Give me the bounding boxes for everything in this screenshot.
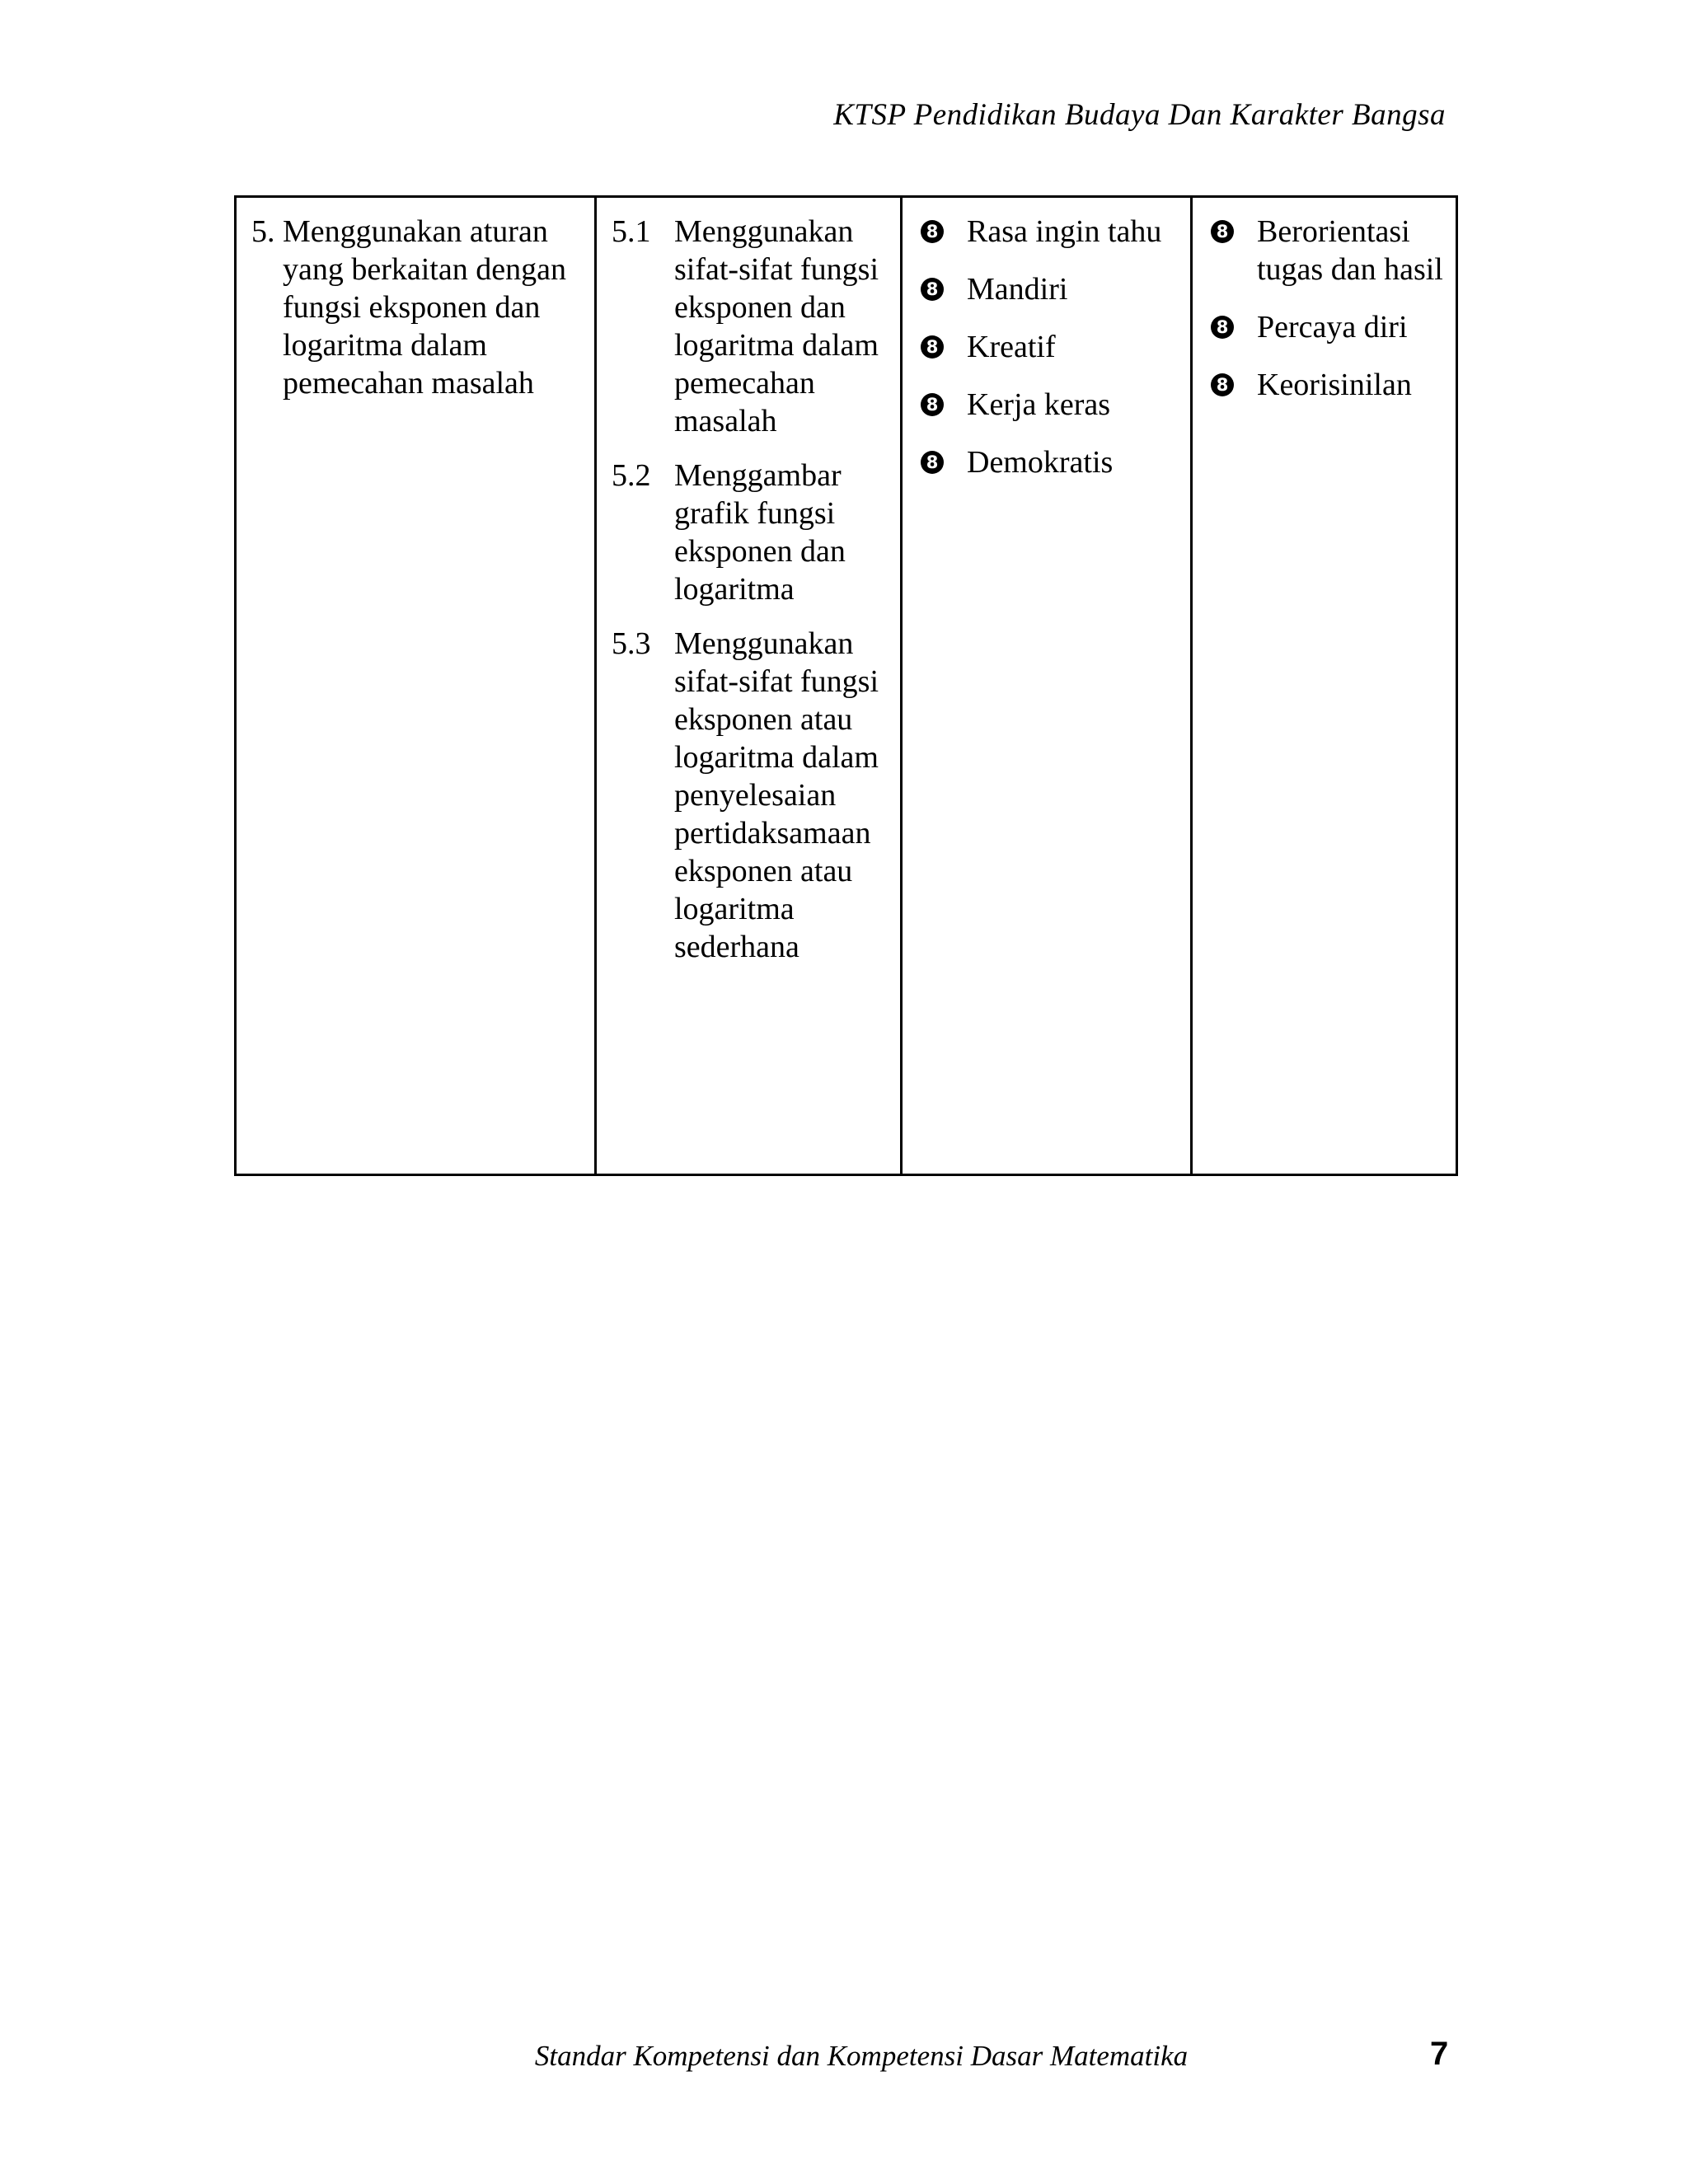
list-item	[917, 270, 1179, 308]
nilai-budaya-cell	[902, 197, 1192, 1175]
kd-item	[612, 213, 889, 440]
list-item	[917, 213, 1179, 251]
list-item	[1207, 213, 1444, 288]
table-row	[236, 197, 1457, 1175]
standar-kompetensi-cell	[236, 197, 596, 1175]
kd-number: 5.1	[612, 214, 651, 249]
kd-text: Menggunakan sifat-sifat fungsi eksponen atau logaritma dalam penyelesaian pertidaksamaan eksponen atau logaritma sederhana	[674, 626, 879, 964]
value-label: Percaya diri	[1257, 310, 1408, 344]
value-label: Demokratis	[967, 445, 1114, 480]
value-label: Kerja keras	[967, 387, 1111, 422]
kd-item	[612, 625, 889, 966]
page-number: 7	[1430, 2036, 1449, 2072]
running-header: KTSP Pendidikan Budaya Dan Karakter Bangsa	[833, 98, 1446, 132]
value-label: Keorisinilan	[1257, 368, 1412, 402]
list-item	[1207, 308, 1444, 346]
sk-number: 5.	[251, 214, 275, 249]
list-item	[917, 386, 1179, 424]
bullet-icon: 8	[921, 451, 944, 474]
bullet-icon: 8	[921, 335, 944, 359]
bullet-icon: 8	[1211, 220, 1234, 243]
bullet-icon: 8	[1211, 316, 1234, 339]
value-label: Kreatif	[967, 330, 1056, 364]
kompetensi-dasar-cell	[596, 197, 902, 1175]
value-label: Berorientasi tugas dan hasil	[1257, 214, 1443, 287]
list-item	[917, 328, 1179, 366]
competency-table	[234, 195, 1458, 1176]
bullet-icon: 8	[921, 393, 944, 416]
list-item	[917, 443, 1179, 481]
bullet-icon: 8	[921, 220, 944, 243]
running-footer: Standar Kompetensi dan Kompetensi Dasar Matematika	[534, 2040, 1189, 2072]
kd-number: 5.3	[612, 626, 651, 661]
bullet-icon: 8	[921, 278, 944, 301]
kd-number: 5.2	[612, 458, 651, 493]
kd-text: Menggambar grafik fungsi eksponen dan logaritma	[674, 458, 846, 607]
value-label: Rasa ingin tahu	[967, 214, 1162, 249]
kd-item	[612, 457, 889, 608]
nilai-kewirausahaan-cell	[1192, 197, 1457, 1175]
bullet-icon: 8	[1211, 373, 1234, 396]
kd-text: Menggunakan sifat-sifat fungsi eksponen dan logaritma dalam pemecahan masalah	[674, 214, 879, 438]
sk-text: Menggunakan aturan yang berkaitan dengan fungsi eksponen dan logaritma dalam pemecahan masalah	[283, 214, 566, 401]
value-label: Mandiri	[967, 272, 1068, 307]
list-item	[1207, 366, 1444, 404]
